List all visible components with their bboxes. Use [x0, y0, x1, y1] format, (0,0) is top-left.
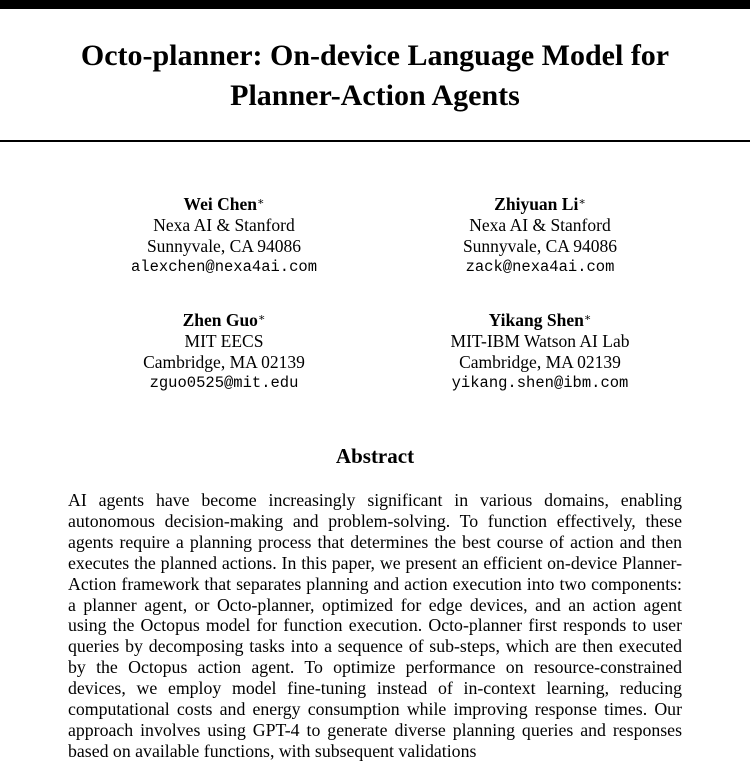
author-block [74, 192, 374, 278]
author-location: Sunnyvale, CA 94086 [146, 236, 302, 256]
author-block [74, 308, 374, 394]
author-affiliation: MIT-IBM Watson AI Lab [450, 331, 630, 351]
author-name: Zhen Guo∗ [182, 310, 266, 330]
author-block [390, 192, 690, 278]
author-location: Cambridge, MA 02139 [143, 352, 305, 372]
author-block [390, 308, 690, 394]
abstract-body: AI agents have become increasingly significant in various domains, enabling autonomous decision-making and problem-solving. To function effectively, these agents require a planning process that determines the best course of action and then executes the planned actions. In this paper, we present an efficient on-device Planner-Action framework that separates planning and action execution into two components: a planner agent, or Octo-planner, optimized for edge devices, and an action agent using the Octopus model for function execution. Octo-planner first responds to user queries by decomposing tasks into a sequence of sub-steps, which are then executed by the Octopus action agent. To optimize performance on resource-constrained devices, we employ model fine-tuning instead of in-context learning, reducing computational costs and energy consumption while improving response times. Our approach involves using GPT-4 to generate diverse planning queries and responses based on available functions, with subsequent validations [68, 490, 682, 761]
title-line-1: Octo-planner: On-device Language Model for [80, 39, 670, 72]
author-affiliation: MIT EECS [184, 331, 264, 351]
title-rule [0, 140, 750, 142]
author-affiliation: Nexa AI & Stanford [153, 215, 295, 235]
title-line-2: Planner-Action Agents [230, 79, 520, 112]
author-email: yikang.shen@ibm.com [451, 374, 629, 392]
author-email: alexchen@nexa4ai.com [130, 258, 318, 276]
abstract-heading: Abstract [335, 444, 415, 468]
top-rule [0, 0, 750, 9]
author-email: zguo0525@mit.edu [149, 374, 299, 392]
author-email: zack@nexa4ai.com [465, 258, 615, 276]
author-location: Sunnyvale, CA 94086 [462, 236, 618, 256]
author-location: Cambridge, MA 02139 [459, 352, 621, 372]
author-affiliation: Nexa AI & Stanford [469, 215, 611, 235]
author-name: Wei Chen∗ [183, 194, 265, 214]
author-name: Yikang Shen∗ [488, 310, 592, 330]
paper-title [0, 36, 750, 116]
author-name: Zhiyuan Li∗ [494, 194, 586, 214]
